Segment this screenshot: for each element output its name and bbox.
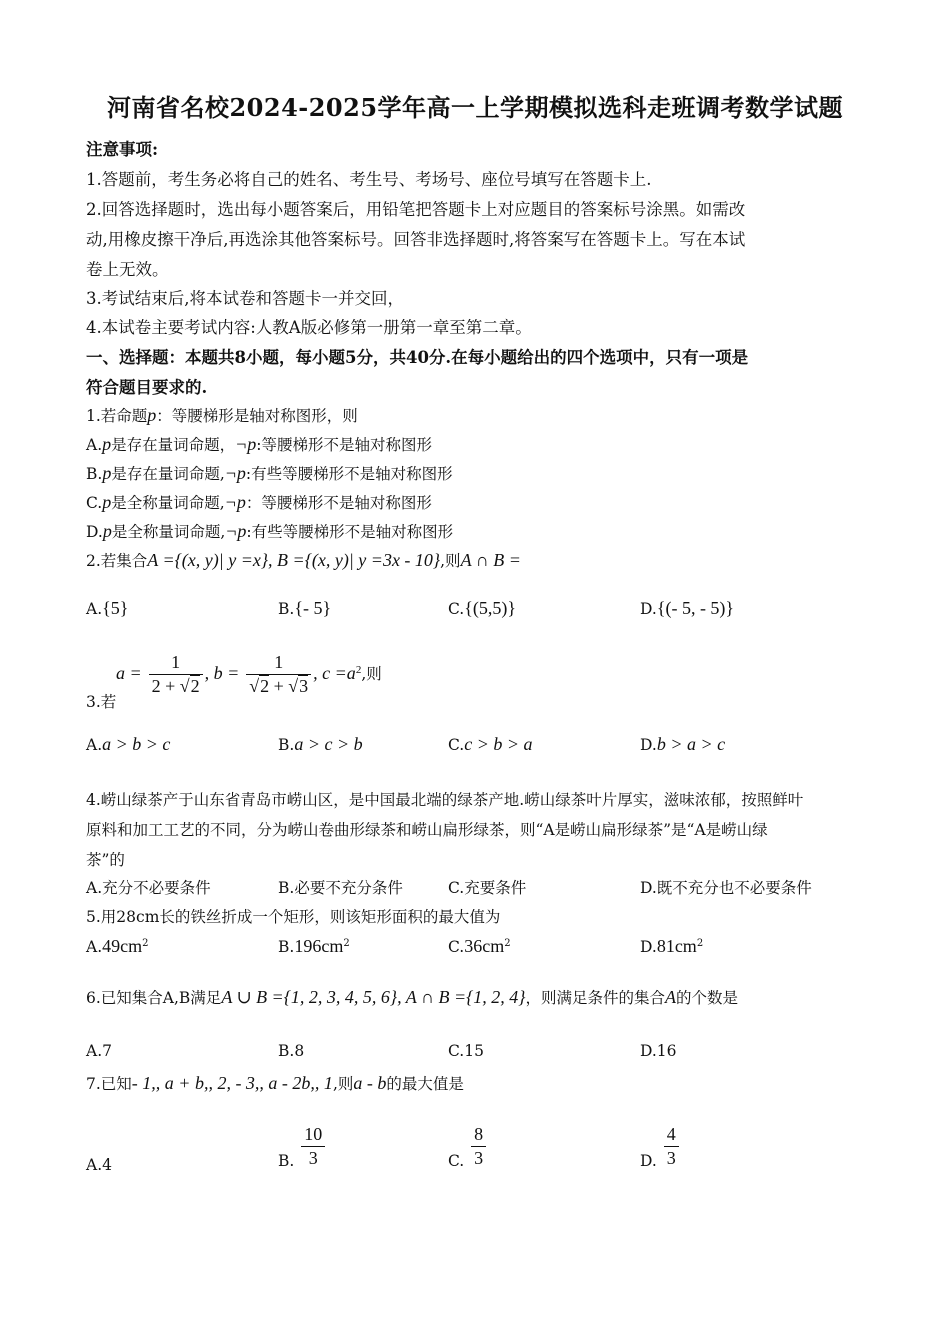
q3-option-b[interactable]: B.a > c > b: [278, 734, 363, 754]
q4-option-d[interactable]: D.既不充分也不必要条件: [640, 879, 812, 897]
q3-option-a[interactable]: A.a > b > c: [86, 734, 171, 754]
q6-option-b[interactable]: B.8: [278, 1042, 305, 1060]
q4-option-c[interactable]: C.充要条件: [448, 879, 527, 897]
q7-option-a[interactable]: A.4: [86, 1156, 112, 1174]
notice-heading: 注意事项:: [86, 140, 159, 159]
q7-stem: 7.已知- 1,, a + b,, 2, - 3,, a - 2b,, 1,则a - b的最大值是: [86, 1073, 464, 1093]
page-title: 河南省名校2024-2025学年高一上学期模拟选科走班调考数学试题: [106, 93, 844, 122]
q4-option-b[interactable]: B.必要不充分条件: [278, 879, 403, 897]
q3-option-d[interactable]: D.b > a > c: [640, 734, 726, 754]
notice-line-2a: 2.回答选择题时，选出每小题答案后，用铅笔把答题卡上对应题目的答案标号涂黑。如需改: [86, 200, 746, 219]
q1-option-c[interactable]: C.p是全称量词命题,¬p：等腰梯形不是轴对称图形: [86, 492, 432, 512]
q2-stem: 2.若集合A ={(x, y)| y =x}, B ={(x, y)| y =3x - 10},则A ∩ B =: [86, 550, 521, 570]
section-heading-line-2: 符合题目要求的.: [86, 378, 208, 397]
q3-label: 3.若: [86, 693, 117, 711]
q1-stem: 1.若命题p：等腰梯形是轴对称图形，则: [86, 405, 358, 425]
q4-line-3: 茶”的: [86, 851, 125, 869]
notice-line-2c: 卷上无效。: [86, 260, 169, 279]
q2-option-d[interactable]: D.{(- 5, - 5)}: [640, 598, 735, 618]
notice-line-3: 3.考试结束后,将本试卷和答题卡一并交回，: [86, 289, 404, 308]
q5-option-c[interactable]: $C.36cm^2$: [448, 936, 511, 956]
q6-stem: 6.已知集合A,B满足A ∪ B ={1, 2, 3, 4, 5, 6}, A ∩ B ={1, 2, 4}，则满足条件的集合A的个数是: [86, 987, 739, 1007]
q1-option-a[interactable]: A.p是存在量词命题，¬p:等腰梯形不是轴对称图形: [86, 434, 433, 454]
q3-fraction-a: $\frac{1}{2 + √2}$: [149, 652, 203, 698]
q7-option-b[interactable]: B. $\frac{10}{3}$: [278, 1124, 327, 1170]
q6-option-d[interactable]: D.16: [640, 1042, 677, 1060]
q4-line-2: 原料和加工工艺的不同，分为崂山卷曲形绿茶和崂山扁形绿茶，则“A是崂山扁形绿茶”是“A是崂山绿: [86, 821, 768, 839]
section-heading-line-1: 一、选择题：本题共8小题，每小题5分，共40分.在每小题给出的四个选项中，只有一项是: [86, 348, 749, 367]
notice-line-4: 4.本试卷主要考试内容:人教A版必修第一册第一章至第二章。: [86, 318, 532, 337]
q2-option-b[interactable]: B.{- 5}: [278, 598, 332, 618]
q2-option-a[interactable]: A.{5}: [86, 598, 129, 618]
q1-option-d[interactable]: D.p是全称量词命题,¬p:有些等腰梯形不是轴对称图形: [86, 521, 454, 541]
q4-line-1: 4.崂山绿茶产于山东省青岛市崂山区，是中国最北端的绿茶产地.崂山绿茶叶片厚实，滋味浓郁，按照鲜叶: [86, 791, 804, 809]
q7-option-c[interactable]: C. $\frac{8}{3}$: [448, 1124, 488, 1170]
q5-stem: 5.用28cm长的铁丝折成一个矩形，则该矩形面积的最大值为: [86, 908, 501, 926]
q3-option-c[interactable]: C.c > b > a: [448, 734, 533, 754]
q6-option-a[interactable]: A.7: [86, 1042, 112, 1060]
q6-option-c[interactable]: C.15: [448, 1042, 484, 1060]
q5-option-d[interactable]: $D.81cm^2$: [640, 936, 704, 956]
q7-option-d[interactable]: D. $\frac{4}{3}$: [640, 1124, 681, 1170]
q5-option-b[interactable]: $B.196cm^2$: [278, 936, 350, 956]
notice-line-2b: 动,用橡皮擦干净后,再选涂其他答案标号。回答非选择题时,将答案写在答题卡上。写在本试: [86, 230, 746, 249]
q2-option-c[interactable]: C.{(5,5)}: [448, 598, 517, 618]
q5-option-a[interactable]: $A.49cm^2$: [86, 936, 149, 956]
q4-option-a[interactable]: A.充分不必要条件: [86, 879, 211, 897]
q3-fraction-b: $\frac{1}{√2 + √3}$: [246, 652, 311, 698]
q3-expression: a = $\frac{1}{2 + √2}$ , b = $\frac{1}{√2 + √3}$ , $c =a^2$,则: [116, 652, 382, 698]
q1-option-b[interactable]: B.p是存在量词命题,¬p:有些等腰梯形不是轴对称图形: [86, 463, 453, 483]
notice-line-1: 1.答题前，考生务必将自己的姓名、考生号、考场号、座位号填写在答题卡上.: [86, 170, 652, 189]
